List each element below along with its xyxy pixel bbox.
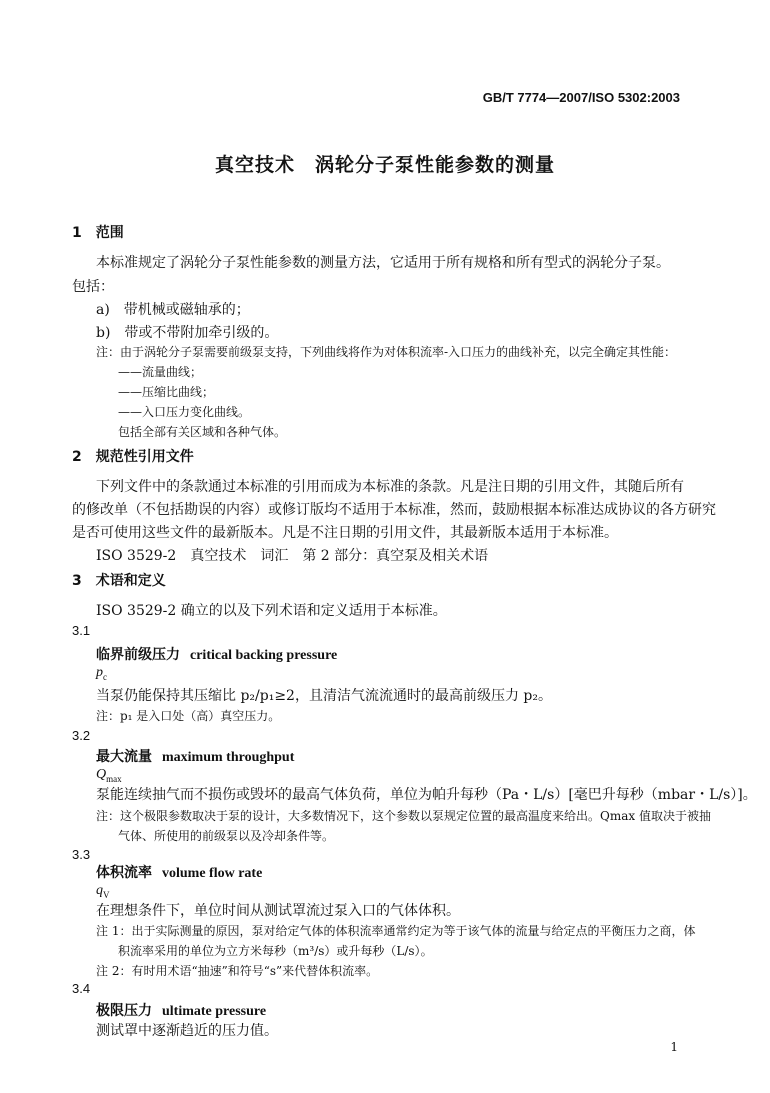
term-heading	[96, 746, 294, 766]
symbol-base: Q	[96, 767, 107, 782]
note-continuation: 气体、所使用的前级泵以及冷却条件等。	[118, 829, 335, 843]
note: 注 2：有时用术语“抽速”和符号“s”来代替体积流率。	[96, 964, 379, 978]
paragraph: 是否可使用这些文件的最新版本。凡是不注日期的引用文件，其最新版本适用于本标准。	[72, 525, 618, 541]
term-cn: 体积流率	[96, 865, 152, 881]
term-heading	[96, 1000, 266, 1020]
term-en: volume flow rate	[162, 866, 263, 881]
definition: 当泵仍能保持其压缩比 p₂/p₁≥2，且清洁气流流通时的最高前级压力 p₂。	[96, 688, 552, 704]
term-en: maximum throughput	[162, 750, 295, 765]
note-list-item: 包括全部有关区域和各种气体。	[118, 425, 287, 439]
note-list-item: ——压缩比曲线；	[118, 385, 215, 399]
term-heading	[96, 644, 337, 664]
term-en: critical backing pressure	[190, 648, 338, 663]
paragraph: 的修改单（不包括勘误的内容）或修订版均不适用于本标准，然而，鼓励根据本标准达成协议的各方研究	[72, 502, 716, 518]
standard-number: GB/T 7774—2007/ISO 5302:2003	[482, 90, 680, 105]
term-heading	[96, 862, 262, 882]
list-item: b) 带或不带附加牵引级的。	[96, 325, 279, 341]
term-symbol	[96, 883, 110, 900]
term-symbol	[96, 767, 122, 784]
clause-number: 3.1	[72, 623, 91, 638]
symbol-subscript: max	[106, 773, 122, 784]
symbol-base: q	[96, 883, 103, 898]
section-heading-normative-references: 2 规范性引用文件	[72, 449, 194, 465]
note-continuation: 积流率采用的单位为立方米每秒（m³/s）或升每秒（L/s）。	[118, 944, 433, 958]
definition: 在理想条件下，单位时间从测试罩流过泵入口的气体体积。	[96, 903, 460, 919]
paragraph: 下列文件中的条款通过本标准的引用而成为本标准的条款。凡是注日期的引用文件，其随后所有	[96, 479, 684, 495]
symbol-subscript: V	[103, 889, 110, 900]
reference-item: ISO 3529-2 真空技术 词汇 第 2 部分：真空泵及相关术语	[96, 548, 489, 564]
section-heading-scope: 1 范围	[72, 225, 124, 241]
section-heading-terms: 3 术语和定义	[72, 573, 166, 589]
page-number: 1	[670, 1040, 678, 1054]
symbol-base: p	[96, 665, 103, 680]
note: 注：由于涡轮分子泵需要前级泵支持，下列曲线将作为对体积流率-入口压力的曲线补充，以完全确定其性能：	[96, 345, 677, 359]
paragraph: ISO 3529-2 确立的以及下列术语和定义适用于本标准。	[96, 603, 447, 619]
term-symbol	[96, 665, 107, 682]
term-en: ultimate pressure	[162, 1004, 267, 1019]
note-list-item: ——入口压力变化曲线。	[118, 405, 251, 419]
paragraph: 包括：	[72, 279, 114, 295]
paragraph: 本标准规定了涡轮分子泵性能参数的测量方法，它适用于所有规格和所有型式的涡轮分子泵。	[96, 255, 670, 271]
note: 注 1：出于实际测量的原因，泵对给定气体的体积流率通常约定为等于该气体的流量与给定点的平衡压力之商，体	[96, 924, 696, 938]
document-title: 真空技术 涡轮分子泵性能参数的测量	[214, 154, 555, 176]
clause-number: 3.3	[72, 847, 91, 862]
clause-number: 3.4	[72, 981, 91, 996]
term-cn: 临界前级压力	[96, 647, 180, 663]
note: 注：这个极限参数取决于泵的设计，大多数情况下，这个参数以泵规定位置的最高温度来给出。Qmax 值取决于被抽	[96, 809, 711, 823]
note-list-item: ——流量曲线；	[118, 365, 203, 379]
definition: 泵能连续抽气而不损伤或毁坏的最高气体负荷，单位为帕升每秒（Pa・L/s）[毫巴升每秒（mbar・L/s）]。	[96, 787, 757, 803]
term-cn: 最大流量	[96, 749, 152, 765]
symbol-subscript: c	[103, 671, 107, 682]
clause-number: 3.2	[72, 728, 91, 743]
term-cn: 极限压力	[96, 1003, 152, 1019]
definition: 测试罩中逐渐趋近的压力值。	[96, 1023, 278, 1039]
list-item: a) 带机械或磁轴承的；	[96, 302, 250, 318]
note: 注：p₁ 是入口处（高）真空压力。	[96, 709, 281, 723]
